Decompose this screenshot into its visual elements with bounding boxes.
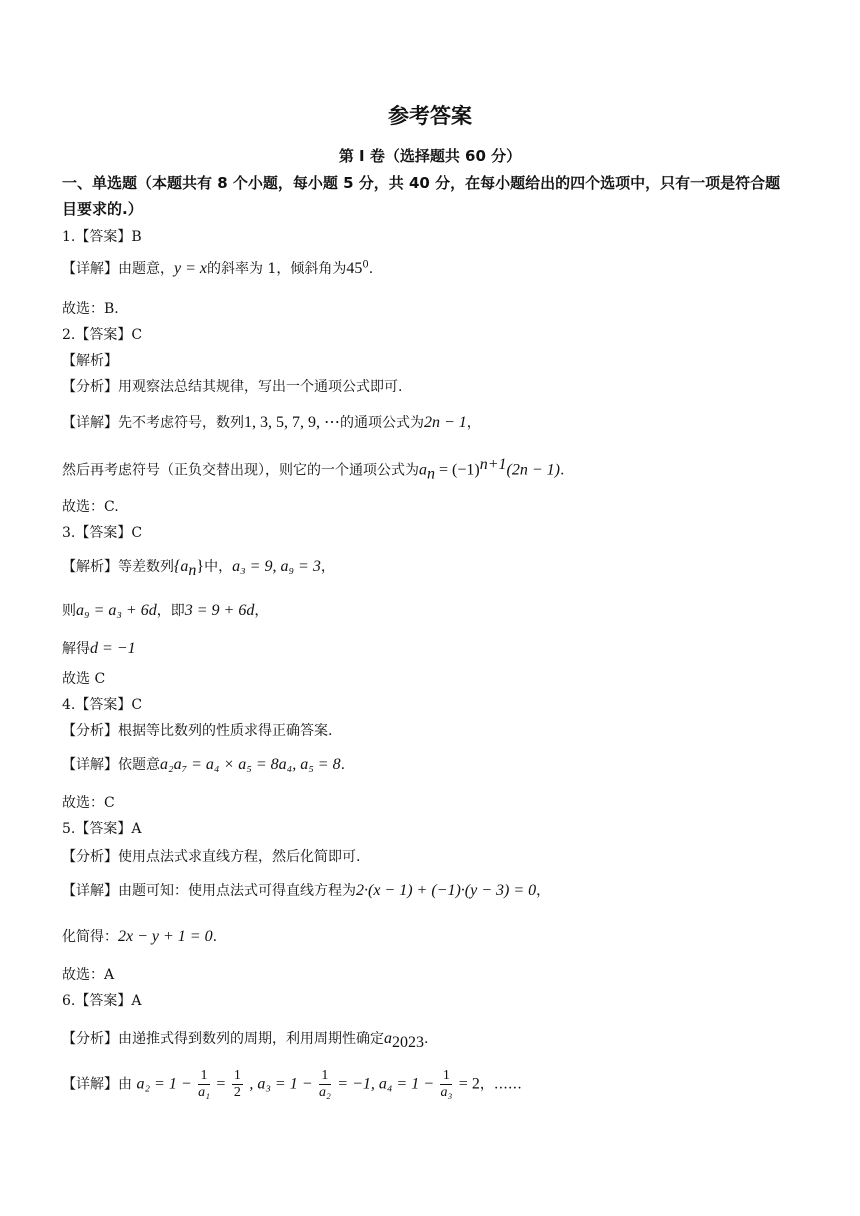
q3-answer: 3.【答案】C	[62, 525, 143, 541]
fraction-1-over-a3: $\frac{1}{\text{a₃}}$	[440, 1068, 453, 1100]
q4-detail: 【详解】依题意a₂a₇ = a₄ × a₅ = 8a₄, a₅ = 8.	[62, 756, 346, 773]
section-heading: 一、单选题（本题共有 8 个小题，每小题 5 分，共 40 分，在每小题给出的四个选项中，只有一项是符合题目要求的.）	[62, 174, 781, 218]
q3-line2: 则a₉ = a₃ + 6d，即3 = 9 + 6d，	[62, 602, 269, 619]
page-title: 参考答案	[388, 104, 472, 128]
q1-detail: 【详解】由题意，y = x的斜率为 1，倾斜角为$45^0$.	[62, 259, 374, 277]
fraction-one-half: $\frac{1}{2}$	[233, 1068, 241, 1100]
fraction-1-over-a2: $\frac{1}{\text{a₂}}$	[318, 1068, 331, 1100]
q5-select: 故选：A	[62, 967, 115, 983]
q6-fenxi: 【分析】由递推式得到数列的周期，利用周期性确定$a_{2023}$.	[62, 1030, 429, 1051]
q3-select: 故选 C	[62, 671, 106, 687]
q4-fenxi: 【分析】根据等比数列的性质求得正确答案.	[62, 723, 333, 739]
q1-select: 故选：B.	[62, 301, 119, 317]
q2-jiexi: 【解析】	[62, 353, 118, 369]
q6-detail: 【详解】由 a₂ = 1 − $\frac{1}{\text{a₁}}$ = $\frac{1}{2}$ , a₃ = 1 − $\frac{1}{\text{a₂}}$ = −1, a₄ = 1 − $\frac{1}{\text{a₃}}$ = 2，……	[62, 1068, 522, 1100]
fraction-1-over-a1: $\frac{1}{\text{a₁}}$	[198, 1068, 210, 1100]
q5-detail: 【详解】由题可知：使用点法式可得直线方程为2·(x − 1) + (−1)·(y − 3) = 0，	[62, 882, 551, 899]
q2-detail-line2: 然后再考虑符号（正负交替出现），则它的一个通项公式为$a_n = (-1)^{n+1}(2n - 1)$.	[62, 456, 565, 483]
q2-select: 故选：C.	[62, 499, 119, 515]
q5-fenxi: 【分析】使用点法式求直线方程，然后化简即可.	[62, 849, 361, 865]
q3-line3: 解得d = −1	[62, 640, 136, 657]
page-subtitle: 第 I 卷（选择题共 60 分）	[338, 147, 522, 165]
q1-answer: 1.【答案】B	[62, 229, 142, 245]
q2-detail: 【详解】先不考虑符号，数列1, 3, 5, 7, 9, ⋯的通项公式为2n − 1，	[62, 414, 481, 431]
q6-answer: 6.【答案】A	[62, 993, 142, 1009]
q4-select: 故选：C	[62, 795, 115, 811]
q5-answer: 5.【答案】A	[62, 821, 142, 837]
q2-answer: 2.【答案】C	[62, 327, 143, 343]
q2-fenxi: 【分析】用观察法总结其规律，写出一个通项公式即可.	[62, 379, 403, 395]
q4-answer: 4.【答案】C	[62, 697, 143, 713]
q5-simplify: 化简得：2x − y + 1 = 0.	[62, 928, 218, 945]
q3-jiexi: 【解析】等差数列$\{a_n\}$中，a₃ = 9, a₉ = 3，	[62, 558, 335, 579]
